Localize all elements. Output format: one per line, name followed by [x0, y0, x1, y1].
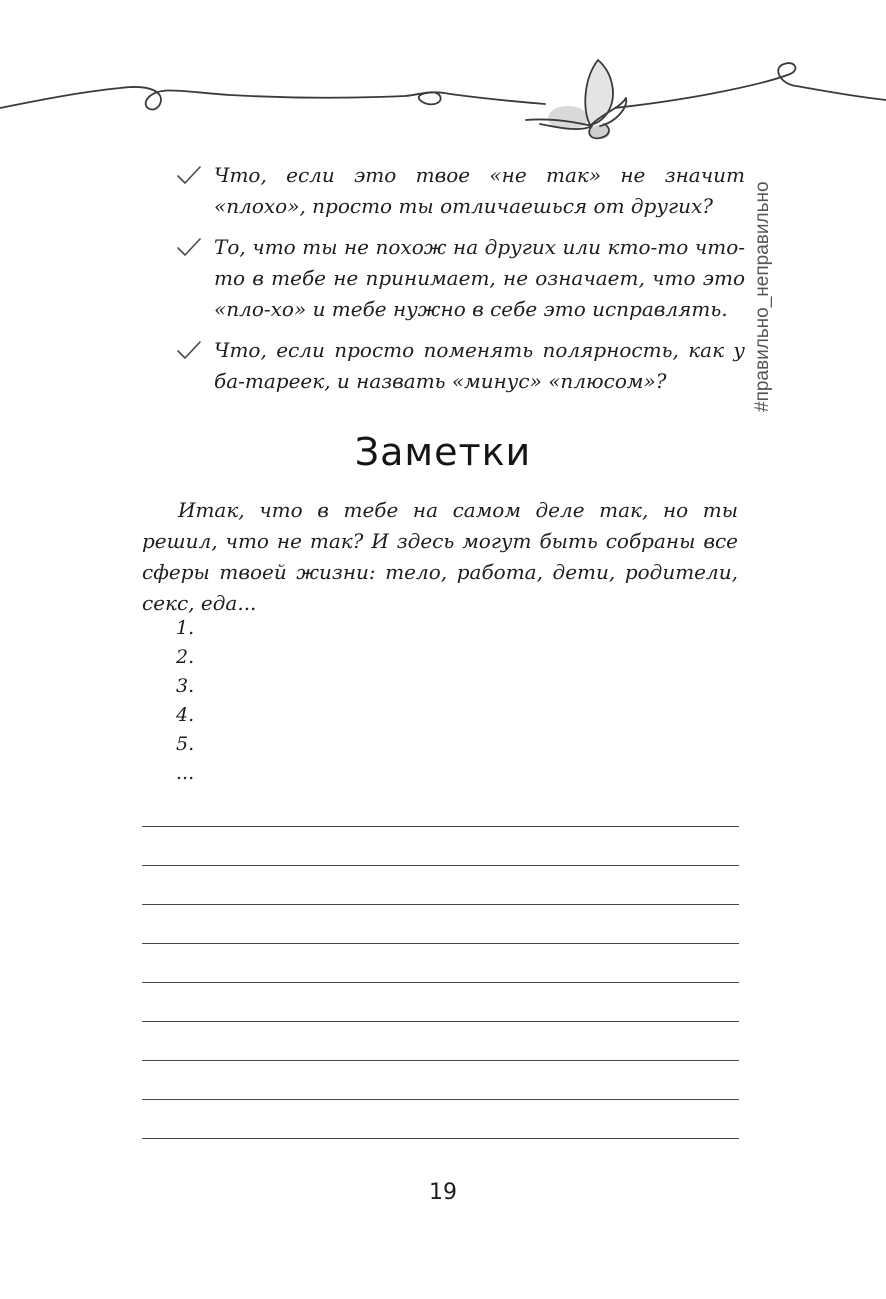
writing-line	[142, 865, 739, 866]
writing-line	[142, 943, 739, 944]
numbered-list	[176, 614, 194, 788]
intro-paragraph: Итак, что в тебе на самом деле так, но ты решил, что не так? И здесь могут быть собраны все сферы твоей жизни: тело, работа, дети, родители, секс, еда...	[142, 498, 738, 615]
page-number: 19	[429, 1180, 457, 1205]
numbered-list-item: 5.	[176, 733, 195, 755]
writing-line	[142, 826, 739, 827]
checklist-item	[175, 232, 745, 325]
writing-line	[142, 1099, 739, 1100]
numbered-list-item: 1.	[176, 617, 195, 639]
numbered-list-item: 3.	[176, 675, 195, 697]
header-swirl-ornament	[0, 40, 886, 150]
checklist-item	[175, 160, 745, 222]
section-title: Заметки	[354, 430, 532, 474]
side-hashtag: #правильно_неправильно	[752, 181, 773, 412]
writing-line	[142, 1060, 739, 1061]
writing-line	[142, 1138, 739, 1139]
checklist-item-text: То, что ты не похож на других или кто-то что-то в тебе не принимает, не означает, что это «пло-хо» и тебе нужно в себе это исправлять.	[214, 235, 745, 321]
checklist-item-text: Что, если это твое «не так» не значит «плохо», просто ты отличаешься от других?	[214, 163, 745, 218]
checkmark-icon	[175, 236, 203, 260]
numbered-list-item: ...	[176, 762, 195, 784]
numbered-list-item: 2.	[176, 646, 195, 668]
checkmark-icon	[175, 164, 203, 188]
butterfly-icon	[526, 60, 626, 139]
notes-writing-area	[142, 826, 739, 1146]
numbered-list-item: 4.	[176, 704, 195, 726]
writing-line	[142, 1021, 739, 1022]
checkmark-icon	[175, 339, 203, 363]
checklist-item	[175, 335, 745, 397]
writing-line	[142, 982, 739, 983]
checklist-item-text: Что, если просто поменять полярность, как у ба-тареек, и назвать «минус» «плюсом»?	[214, 338, 745, 393]
checklist	[175, 160, 745, 407]
writing-line	[142, 904, 739, 905]
